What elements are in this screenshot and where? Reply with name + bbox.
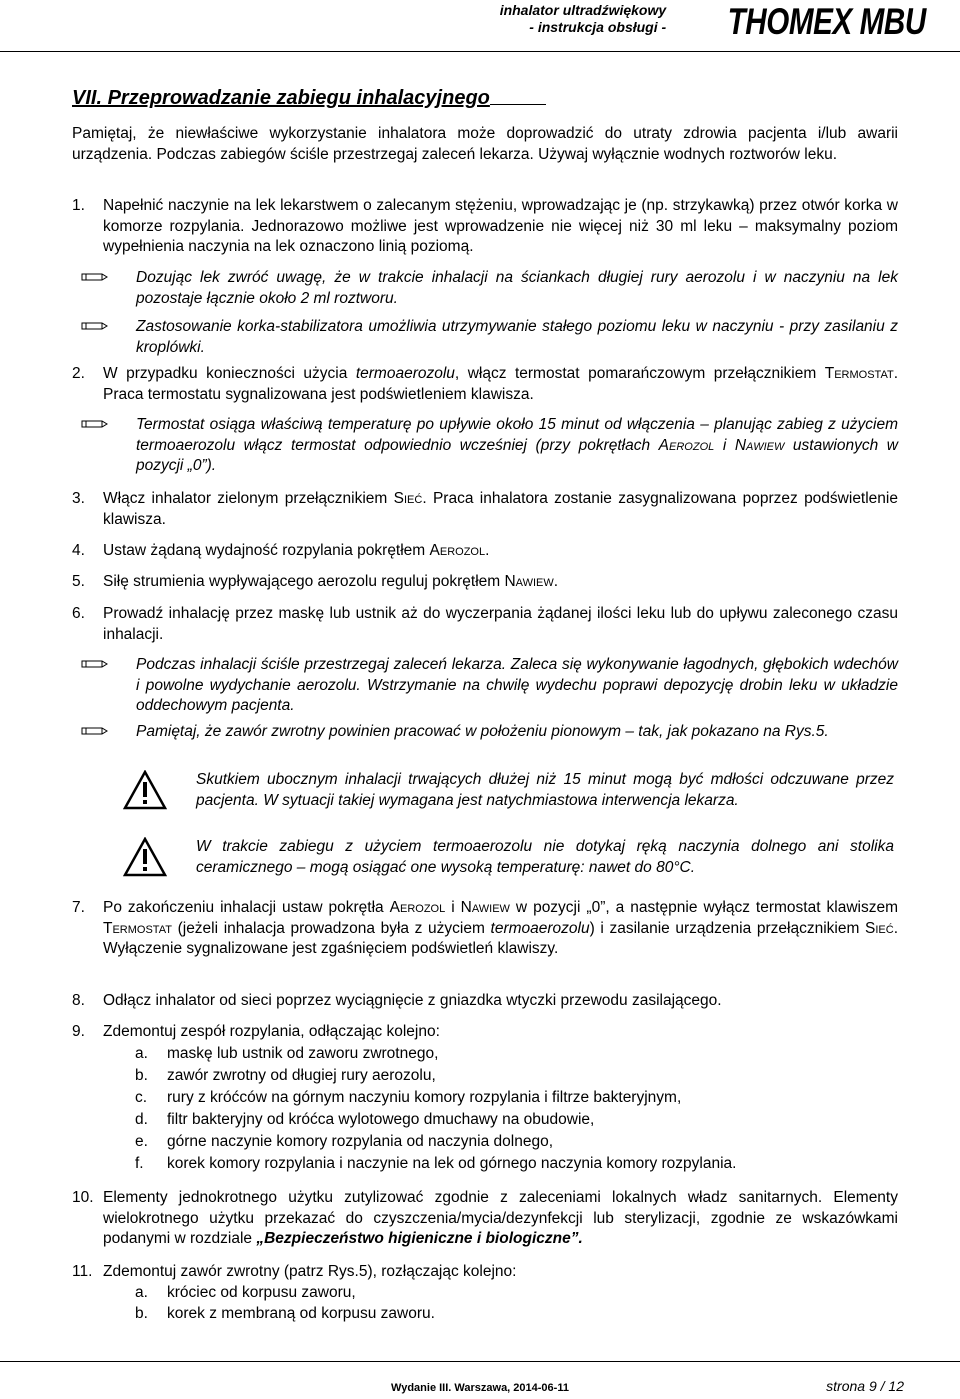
text-run: Siłę strumienia wypływającego aerozolu reguluj pokrętłem xyxy=(103,573,505,590)
list-letter: d. xyxy=(135,1111,148,1128)
control-label: Nawiew xyxy=(734,436,785,454)
header-manual: - instrukcja obsługi - xyxy=(529,19,667,35)
list-letter: c. xyxy=(135,1089,148,1106)
list-text: króciec od korpusu zaworu, xyxy=(167,1284,356,1301)
note-text: Pamiętaj, że zawór zwrotny powinien pracować w położeniu pionowym – tak, jak pokazano na Rys.5. xyxy=(136,723,829,740)
text-run: i xyxy=(714,436,735,454)
step-number: 6. xyxy=(72,605,85,622)
warning-2 xyxy=(123,837,898,878)
list-item xyxy=(135,1283,435,1304)
step-text: Odłącz inhalator od sieci poprzez wyciągnięcie z gniazdka wtyczki przewodu zasilającego. xyxy=(103,992,722,1009)
text-run: Włącz inhalator zielonym przełącznikiem xyxy=(103,490,394,507)
step-text xyxy=(103,572,898,593)
list-letter: a. xyxy=(135,1284,148,1301)
list-text: górne naczynie komory rozpylania od naczynia dolnego, xyxy=(167,1133,554,1150)
list-text: korek z membraną od korpusu zaworu. xyxy=(167,1305,435,1322)
text-run: (jeżeli inhalacja prowadzona była z użyciem xyxy=(171,919,491,937)
step-number: 9. xyxy=(72,1023,85,1040)
text-run: termoaerozolu xyxy=(355,365,455,382)
step-text: Zdemontuj zawór zwrotny (patrz Rys.5), rozłączając kolejno: xyxy=(103,1263,517,1280)
text-run: Po zakończeniu inhalacji ustaw pokrętła xyxy=(103,899,390,916)
text-run: Elementy jednokrotnego użytku zutylizować zgodnie z zaleceniami lokalnych władz sanitarnych. Elementy wielokrotnego użytku przekazać do czyszczenia/mycia/dezynfekcji lub sterylizacji, zgodnie ze wskazówkami podanymi w rozdziale xyxy=(103,1189,898,1247)
intro-paragraph xyxy=(72,124,898,165)
pencil-icon xyxy=(80,655,108,673)
note-5 xyxy=(110,722,898,743)
step-7 xyxy=(72,898,898,960)
step-2 xyxy=(72,364,898,405)
step-text xyxy=(103,364,898,405)
control-label: Nawiew xyxy=(504,573,554,590)
footer-edition: Wydanie III. Warszawa, 2014-06-11 xyxy=(391,1382,569,1394)
step-text xyxy=(103,898,898,960)
step-8 xyxy=(72,991,898,1012)
section-title-text: VII. Przeprowadzanie zabiegu inhalacyjnego xyxy=(72,87,490,109)
pencil-icon xyxy=(80,722,108,740)
text-run: w pozycji „0”, a następnie wyłącz termostat klawiszem xyxy=(509,899,898,916)
step-number: 1. xyxy=(72,197,85,214)
note-text: Dozując lek zwróć uwagę, że w trakcie inhalacji na ściankach długiej rury aerozolu i w naczyniu na lek pozostaje łącznie około 2 ml roztworu. xyxy=(136,269,898,307)
pencil-icon xyxy=(80,268,108,286)
list-item xyxy=(135,1110,736,1132)
list-text: korek komory rozpylania i naczynie na lek od górnego naczynia komory rozpylania. xyxy=(167,1155,737,1172)
step-text: Zdemontuj zespół rozpylania, odłączając kolejno: xyxy=(103,1023,440,1040)
list-item xyxy=(135,1044,736,1066)
text-run: . xyxy=(485,542,490,559)
list-letter: b. xyxy=(135,1067,148,1084)
title-underline-tail xyxy=(490,86,546,105)
step-number: 11. xyxy=(72,1263,93,1280)
step-text: Napełnić naczynie na lek lekarstwem o zalecanym stężeniu, wprowadzając je (np. strzykawką) przez otwór korka w komorze rozpylania. Jednorazowo możliwe jest wprowadzenie nie więcej niż 30 ml leku – maksymalny poziom wypełnienia naczynia na lek oznaczono linią poziomą. xyxy=(103,197,898,255)
list-text: rury z króćców na górnym naczyniu komory rozpylania i filtrze bakteryjnym, xyxy=(167,1089,682,1106)
step-text xyxy=(103,541,898,562)
text-run: Termostat osiąga właściwą temperaturę po upływie około 15 minut od włączenia – planując zabieg z użyciem termoaerozolu włącz termostat odpowiednio wcześniej (przy pokrętłach xyxy=(136,416,898,454)
list-item xyxy=(135,1304,435,1325)
note-text: Podczas inhalacji ściśle przestrzegaj zaleceń lekarza. Zaleca się wykonywanie łagodnych, głębokich wdechów i powolne wydychanie aerozolu. Wstrzymanie na chwilę wydechu poprawi depozycję drobin leku w układzie oddechowym pacjenta. xyxy=(136,656,898,714)
text-run: termoaerozolu xyxy=(490,919,590,937)
step-3 xyxy=(72,489,898,530)
header-product: inhalator ultradźwiękowy xyxy=(499,2,667,18)
list-text: filtr bakteryjny od króćca wylotowego dmuchawy na obudowie, xyxy=(167,1111,595,1128)
warning-1 xyxy=(123,770,898,811)
note-text: Zastosowanie korka-stabilizatora umożliwia utrzymywanie stałego poziomu leku w naczyniu - przy zasilaniu z kroplówki. xyxy=(136,318,898,356)
list-item xyxy=(135,1088,736,1110)
note-4 xyxy=(110,655,898,717)
list-text: maskę lub ustnik od zaworu zwrotnego, xyxy=(167,1045,439,1062)
list-item xyxy=(135,1066,736,1088)
warning-text: Skutkiem ubocznym inhalacji trwających dłużej niż 15 minut mogą być mdłości odczuwane przez pacjenta. W sytuacji takiej wymagana jest natychmiastowa interwencja lekarza. xyxy=(196,771,894,809)
text-run: . Praca termostatu sygnalizowana jest podświetleniem klawisza. xyxy=(103,365,899,403)
text-run: , włącz termostat pomarańczowym przełącznikiem xyxy=(454,365,825,382)
warning-icon xyxy=(123,837,167,877)
step-number: 5. xyxy=(72,573,85,590)
control-label: Aerozol xyxy=(429,542,486,559)
warning-text: W trakcie zabiegu z użyciem termoaerozolu nie dotykaj ręką naczynia dolnego ani stolika ceramicznego – mogą osiągać one wysoką temperaturę: nawet do 80°C. xyxy=(196,838,894,876)
step-number: 2. xyxy=(72,365,85,382)
list-letter: a. xyxy=(135,1045,148,1062)
list-letter: b. xyxy=(135,1305,148,1322)
step-5 xyxy=(72,572,898,593)
text-run: ) i zasilanie urządzenia przełącznikiem xyxy=(589,919,865,937)
step-11-sublist xyxy=(135,1283,435,1325)
intro-text: Pamiętaj, że niewłaściwe wykorzystanie inhalatora może doprowadzić do utraty zdrowia pacjenta i/lub awarii urządzenia. Podczas zabiegów ściśle przestrzegaj zaleceń lekarza. Używaj wyłącznie wodnych roztworów leku. xyxy=(72,125,898,163)
text-run: ustawionych w pozycji „0”). xyxy=(136,436,899,474)
step-9 xyxy=(72,1022,898,1043)
step-number: 7. xyxy=(72,899,85,916)
pencil-icon xyxy=(80,415,108,433)
step-number: 10. xyxy=(72,1189,94,1206)
control-label: Aerozol xyxy=(389,899,446,916)
header-subtitle xyxy=(500,2,666,36)
footer-divider xyxy=(0,1361,960,1362)
step-1 xyxy=(72,196,898,258)
header-brand: THOMEX MBU xyxy=(727,1,926,42)
step-10 xyxy=(72,1188,898,1250)
list-item xyxy=(135,1154,736,1176)
page-header xyxy=(500,2,926,44)
text-run: . Wyłączenie sygnalizowane jest zgaśnięciem podświetleń klawiszy. xyxy=(103,919,898,957)
warning-icon xyxy=(123,770,167,810)
note-3 xyxy=(110,415,898,477)
control-label: Aerozol xyxy=(658,436,715,454)
control-label: Termostat xyxy=(103,919,172,937)
step-9-sublist xyxy=(135,1044,736,1176)
list-item xyxy=(135,1132,736,1154)
step-text xyxy=(103,1188,898,1250)
page-number: strona 9 / 12 xyxy=(826,1378,904,1394)
text-run: . xyxy=(553,573,559,590)
step-number: 4. xyxy=(72,542,85,559)
note-1 xyxy=(110,268,898,309)
text-run: W przypadku konieczności użycia xyxy=(103,365,356,382)
control-label: Sieć xyxy=(393,490,423,507)
step-6 xyxy=(72,604,898,645)
note-2 xyxy=(110,317,898,358)
list-letter: e. xyxy=(135,1133,148,1150)
pencil-icon xyxy=(80,317,108,335)
text-run: Ustaw żądaną wydajność rozpylania pokrętłem xyxy=(103,542,430,559)
step-number: 3. xyxy=(72,490,85,507)
step-text: Prowadź inhalację przez maskę lub ustnik aż do wyczerpania żądanej ilości leku lub do upływu zaleconego czasu inhalacji. xyxy=(103,605,898,643)
note-text xyxy=(136,415,898,477)
control-label: Nawiew xyxy=(460,899,510,916)
text-run: . Praca inhalatora zostanie zasygnalizowana poprzez podświetlenie klawisza. xyxy=(103,490,898,528)
text-run: i xyxy=(445,899,461,916)
list-letter: f. xyxy=(135,1155,144,1172)
control-label: Sieć xyxy=(865,919,894,937)
step-11 xyxy=(72,1262,898,1283)
section-title xyxy=(72,86,546,110)
header-divider xyxy=(0,51,960,52)
control-label: Termostat xyxy=(824,365,894,382)
step-4 xyxy=(72,541,898,562)
chapter-reference: „Bezpieczeństwo higieniczne i biologiczne”. xyxy=(256,1230,583,1247)
step-number: 8. xyxy=(72,992,85,1009)
list-text: zawór zwrotny od długiej rury aerozolu, xyxy=(167,1067,436,1084)
step-text xyxy=(103,489,898,530)
